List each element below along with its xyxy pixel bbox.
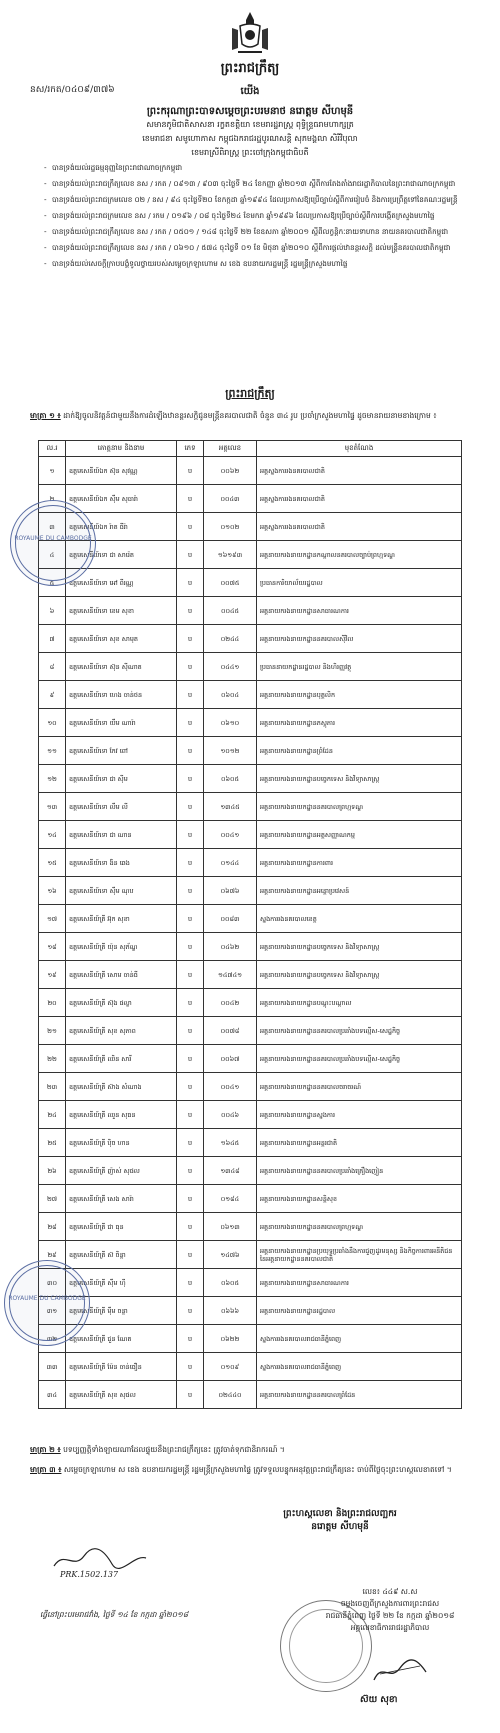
cell-position: ប្រធានការិយាល័យរដ្ឋបាល [257, 569, 462, 597]
cell-name: ឧត្តមសេនីយ៍ត្រី អ៊ុក សុខា [66, 905, 177, 933]
cell-number: ៣៣ [39, 1353, 66, 1381]
cell-sex: ប [177, 961, 204, 989]
cell-id: ០៦៦៦ [204, 1297, 257, 1325]
article-text: បទប្បញ្ញត្តិទាំងឡាយណាដែលផ្ទុយនឹងព្រះរាជក្រឹត្យនេះ ត្រូវចាត់ទុកជានិរាករណ៍ ។ [63, 1445, 285, 1454]
cell-sex: ប [177, 765, 204, 793]
cell-id: ០០៤៣ [204, 485, 257, 513]
cell-name: ឧត្តមសេនីយ៍ត្រី ម៉ឹម ចន្ថា [66, 1297, 177, 1325]
table-row [39, 1185, 462, 1213]
cell-name: ឧត្តមសេនីយ៍ត្រី ម៉ែន ចាន់ធឿន [66, 1353, 177, 1381]
cell-sex: ប [177, 877, 204, 905]
cell-sex: ប [177, 849, 204, 877]
cell-name: ឧត្តមសេនីយ៍ទោ កែវ ពៅ [66, 737, 177, 765]
cell-sex: ប [177, 1129, 204, 1157]
article-1 [30, 410, 480, 422]
cell-id: ០១៤៤ [204, 849, 257, 877]
article-text: ដាក់ឱ្យចូលនិវត្តន៍ជាមួយនឹងការដំឡើងឋានន្តរសក្តិជូនមន្ត្រីនគរបាលជាតិ ចំនួន ៣៤ រូប ប្រចាំក្រសួងមហាផ្ទៃ ដូចមានរាយនាមខាងក្រោម ៖ [63, 411, 437, 420]
cell-position: អគ្គនាយករងនាយកដ្ឋាននគរបាលព្រំដែន [257, 1381, 462, 1409]
cell-id: ១៣៤៥ [204, 793, 257, 821]
cell-sex: ប [177, 933, 204, 961]
signature-title-line: ព្រះហស្តលេខា និងព្រះរាជលញ្ឆករ [283, 1509, 397, 1519]
cell-id: ០០៦៧ [204, 1045, 257, 1073]
cell-name: ឧត្តមសេនីយ៍ទោ ស៊ឹម ណុប [66, 877, 177, 905]
cell-number: ១០ [39, 709, 66, 737]
cell-number: ១៨ [39, 933, 66, 961]
cell-position: អគ្គនាយករងនាយកដ្ឋានការពារ [257, 849, 462, 877]
cell-sex: ប [177, 569, 204, 597]
cell-position: អគ្គនាយករងនាយកដ្ឋាននគរបាលព្រហ្មទណ្ឌ [257, 1213, 462, 1241]
cell-number: ១២ [39, 765, 66, 793]
cell-id: ០២៤៤ [204, 625, 257, 653]
cell-sex: ប [177, 1185, 204, 1213]
cell-name: ឧត្តមសេនីយ៍ត្រី ឈិន សារី [66, 1045, 177, 1073]
cell-id: ០៤៦២ [204, 933, 257, 961]
cell-id: ០០៤១ [204, 821, 257, 849]
cell-name: ឧត្តមសេនីយ៍ឯក ស៊ុន សុវណ្ណ [66, 457, 177, 485]
cell-sex: ប [177, 681, 204, 709]
official-seal [4, 1260, 90, 1346]
cell-id: ០០៧៥ [204, 569, 257, 597]
cell-name: ឧត្តមសេនីយ៍ទោ ជា សារ៉េត [66, 541, 177, 569]
table-row [39, 625, 462, 653]
cell-name: ឧត្តមសេនីយ៍ទោ ហេង ចាន់ថន [66, 681, 177, 709]
cell-position: អគ្គស្នងការរងនគរបាលជាតិ [257, 485, 462, 513]
cell-position: អគ្គនាយករងនាយកដ្ឋាននគរបាលប្រឆាំងគ្រឿងញៀន [257, 1157, 462, 1185]
cell-sex: ប [177, 485, 204, 513]
decides-heading: ព្រះរាជក្រឹត្យ [225, 387, 275, 400]
cell-number: ៥ [39, 569, 66, 597]
cell-position: អគ្គស្នងការរងនគរបាលជាតិ [257, 457, 462, 485]
cell-sex: ប [177, 653, 204, 681]
cell-name: ឧត្តមសេនីយ៍ត្រី ស៊ឹម ហ៊ី [66, 1269, 177, 1297]
cell-sex: ប [177, 1325, 204, 1353]
table-row [39, 457, 462, 485]
seal-text: ROYAUME DU CAMBODGE [8, 1294, 86, 1302]
cell-position: អគ្គនាយករងនាយកដ្ឋានសាធារណការ [257, 597, 462, 625]
cell-position: ស្នងការរងនគរបាលខេត្ត [257, 905, 462, 933]
table-row [39, 933, 462, 961]
column-header-position: មុខតំណែង [257, 441, 462, 457]
table-row [39, 793, 462, 821]
signature-title [210, 1508, 470, 1534]
cell-name: ឧត្តមសេនីយ៍ត្រី ជួន ណែត [66, 1325, 177, 1353]
cell-number: ១៦ [39, 877, 66, 905]
cell-number: ៣០ [39, 1269, 66, 1297]
cell-id: ០១០២ [204, 513, 257, 541]
cell-id: ០៤៤១ [204, 653, 257, 681]
article-text: សម្តេចក្រឡាហោម ស ខេង ឧបនាយករដ្ឋមន្ត្រី រដ្ឋមន្ត្រីក្រសួងមហាផ្ទៃ ត្រូវទទួលបន្ទុកអនុវត្តព្រះរាជក្រឹត្យនេះ ចាប់ពីថ្ងៃចុះព្រះហស្តលេខាតទៅ ។ [63, 1465, 452, 1474]
table-row [39, 709, 462, 737]
cell-position: អគ្គនាយករងនាយកដ្ឋានកណ្តាលនគរបាលច្បាប់ព្រហ្មទណ្ឌ [257, 541, 462, 569]
table-row [39, 569, 462, 597]
king-name-line: ព្រះករុណាព្រះបាទសម្តេចព្រះបរមនាថ នរោត្តម សីហមុនី [146, 106, 354, 117]
table-row [39, 1017, 462, 1045]
signature-code: PRK.1502.137 [60, 1570, 119, 1579]
cell-sex: ប [177, 1073, 204, 1101]
cell-id: ០៦៧៦ [204, 877, 257, 905]
cell-number: ៣៤ [39, 1381, 66, 1409]
cell-id: ០៦០៥ [204, 765, 257, 793]
cell-name: ឧត្តមសេនីយ៍ត្រី ស៊ ចិន្តា [66, 1241, 177, 1269]
table-row [39, 737, 462, 765]
cell-position: អគ្គនាយករងនាយកដ្ឋាននគរបាលព្រហ្មទណ្ឌ [257, 793, 462, 821]
cell-number: ១៧ [39, 905, 66, 933]
cell-id: ១៦១៩៣ [204, 541, 257, 569]
cell-number: ២៩ [39, 1241, 66, 1269]
cell-position: អគ្គនាយករងនាយកដ្ឋានសន្តិសុខ [257, 1185, 462, 1213]
table-row [39, 989, 462, 1017]
seen-heading: យើង [240, 86, 260, 97]
cell-id: ០០៤៥ [204, 597, 257, 625]
cell-sex: ប [177, 1297, 204, 1325]
cell-name: ឧត្តមសេនីយ៍ឯក ស៊ឹម សុធារ៉ា [66, 485, 177, 513]
cell-position: អគ្គនាយករងនាយកដ្ឋានបុគ្គលិក [257, 681, 462, 709]
table-row [39, 1297, 462, 1325]
preamble-item: - បានទ្រង់យល់ព្រះរាជក្រឹត្យលេខ នស / រកត / ០៩១៣ / ៩០៣ ចុះថ្ងៃទី ២៤ ខែកញ្ញា ឆ្នាំ២០១៣ ស្តីពីការតែងតាំងរាជរដ្ឋាភិបាលនៃព្រះរាជាណាចក្រកម្ពុជា [44, 178, 464, 189]
cell-position: អគ្គនាយករងនាយកដ្ឋាននគរបាលចរាចរណ៍ [257, 1073, 462, 1101]
cell-position: អគ្គនាយករងនាយកដ្ឋានបច្ចេកទេស និងវិទ្យាសាស្ត្រ [257, 933, 462, 961]
cell-number: ២២ [39, 1045, 66, 1073]
cell-position: អគ្គនាយករងនាយកដ្ឋាននគរបាលប្រឆាំងបទល្មើស-សេដ្ឋកិច្ច [257, 1045, 462, 1073]
cell-position: អគ្គនាយករងនាយកដ្ឋានសាធារណការ [257, 1269, 462, 1297]
cell-name: ឧត្តមសេនីយ៍ទោ សុខ សាមុត [66, 625, 177, 653]
cell-name: ឧត្តមសេនីយ៍ត្រី ស៊ុង ផល្លា [66, 989, 177, 1017]
secretary-name: ស៊យ សុខា [360, 1695, 398, 1705]
cell-sex: ប [177, 1045, 204, 1073]
preamble-item: - បានទ្រង់យល់ព្រះរាជក្រឹត្យលេខ នស / រកត / ០៦១០ / ៥៧៤ ចុះថ្ងៃទី ០១ ខែ មិថុនា ឆ្នាំ២០១០ ស្តីពីការផ្តល់ឋានន្តរសក្តិ ដល់មន្ត្រីនគរបាលជាតិកម្ពុជា [44, 242, 464, 253]
king-signature-name: នរោត្តម សីហមុនី [311, 1522, 369, 1532]
cell-number: ៦ [39, 597, 66, 625]
cell-number: ២៣ [39, 1073, 66, 1101]
cell-sex: ប [177, 1241, 204, 1269]
table-row [39, 849, 462, 877]
table-row [39, 765, 462, 793]
cell-id: ០៦០៤ [204, 681, 257, 709]
cell-name: ឧត្តមសេនីយ៍ត្រី ញ៉ាស់ សុផល [66, 1157, 177, 1185]
article-label: មាត្រា ២ ៖ [30, 1445, 61, 1454]
cell-id: ០០៧៨ [204, 1017, 257, 1045]
cell-id: ១៣៤៨ [204, 1157, 257, 1185]
king-titles [40, 118, 460, 160]
cell-id: ០១៨៤ [204, 1185, 257, 1213]
decree-title: ព្រះរាជក្រឹត្យ [220, 61, 280, 76]
cell-id: ១៤៧៤១ [204, 961, 257, 989]
cell-id: ០៦១៣ [204, 1213, 257, 1241]
preamble-item: - បានទ្រង់យល់ព្រះរាជក្រមលេខ នស / រកម / ០១៩៦ / ០៨ ចុះថ្ងៃទី២៤ ខែមករា ឆ្នាំ១៩៩៦ ដែលប្រកាសឱ្យប្រើច្បាប់ស្តីពីការបង្កើតក្រសួងមហាផ្ទៃ [44, 210, 464, 221]
column-header-sex: ភេទ [177, 441, 204, 457]
officer-table [38, 440, 462, 1409]
table-row [39, 681, 462, 709]
cell-name: ឧត្តមសេនីយ៍ត្រី ប៉ិច ហាន [66, 1129, 177, 1157]
copy-ref-line: ចម្លងចេញពីក្រសួងការពារព្រះរាជស [340, 1599, 440, 1608]
official-seal [10, 500, 96, 586]
cell-position: ប្រធាននាយកដ្ឋានរដ្ឋបាល និងហិរញ្ញវត្ថុ [257, 653, 462, 681]
cell-position: អគ្គនាយករងនាយកដ្ឋាននគរបាលស៊ីវិល [257, 625, 462, 653]
preamble-item: - បានទ្រង់យល់ព្រះរាជក្រមលេខ ០២ / នស / ៩៤ ចុះថ្ងៃទី២០ ខែកក្កដា ឆ្នាំ១៩៩៤ ដែលប្រកាសឱ្យប្រើច្បាប់ស្តីពីការរៀបចំ និងការប្រព្រឹត្តទៅនៃគណៈរដ្ឋមន្ត្រី [44, 194, 464, 205]
cell-position: អគ្គស្នងការរងនគរបាលជាតិ [257, 513, 462, 541]
table-row [39, 821, 462, 849]
cell-number: ៤ [39, 541, 66, 569]
cell-sex: ប [177, 1381, 204, 1409]
cell-sex: ប [177, 989, 204, 1017]
article-2 [30, 1444, 480, 1456]
cell-sex: ប [177, 905, 204, 933]
cell-sex: ប [177, 737, 204, 765]
cell-sex: ប [177, 1353, 204, 1381]
cell-id: ០០៦២ [204, 457, 257, 485]
cell-sex: ប [177, 1101, 204, 1129]
table-row [39, 1213, 462, 1241]
cell-name: ឧត្តមសេនីយ៍ទោ ជា ស៊ីម [66, 765, 177, 793]
cell-name: ឧត្តមសេនីយ៍ត្រី សុខ សុផល [66, 1381, 177, 1409]
cell-position: ស្នងការរងនគរបាលរាជធានីភ្នំពេញ [257, 1353, 462, 1381]
cell-sex: ប [177, 1213, 204, 1241]
cell-position: អគ្គនាយករងនាយកដ្ឋានព្រំដែន [257, 737, 462, 765]
cell-position: អគ្គនាយករងនាយកដ្ឋានរដ្ឋបាល [257, 1297, 462, 1325]
cell-number: ២០ [39, 989, 66, 1017]
cell-position: អគ្គនាយករងនាយកដ្ឋានភស្តុភារ [257, 709, 462, 737]
cell-number: ១ [39, 457, 66, 485]
cell-id: ០១០៩ [204, 1353, 257, 1381]
table-header-row [39, 441, 462, 457]
cell-number: ២៨ [39, 1213, 66, 1241]
cell-name: ឧត្តមសេនីយ៍ត្រី សោម ចាន់ធី [66, 961, 177, 989]
cell-position: អគ្គនាយករងនាយកដ្ឋានអន្តោប្រវេសន៍ [257, 877, 462, 905]
cell-number: ២៦ [39, 1157, 66, 1185]
cell-position: ស្នងការរងនគរបាលរាជធានីភ្នំពេញ [257, 1325, 462, 1353]
king-title-line: សមានភូមិជាតិសាសនា រក្ខតខត្តិយា ខេមរារដ្ឋរាស្ត្រ ពុទ្ធិន្ទ្រធរាមហាក្សត្រ [146, 120, 354, 129]
table-row [39, 877, 462, 905]
table-row [39, 1381, 462, 1409]
seal-text: ROYAUME DU CAMBODGE [14, 534, 92, 542]
table-row [39, 485, 462, 513]
cell-name: ឧត្តមសេនីយ៍ទោ ងិន ឆេង [66, 849, 177, 877]
signing-date: ធ្វើនៅព្រះបរមរាជវាំង, ថ្ងៃទី ១៤ ខែ កក្កដា ឆ្នាំ២០១៨ [40, 1610, 189, 1619]
cell-id: ១០១២ [204, 737, 257, 765]
cell-name: ឧត្តមសេនីយ៍ត្រី សេង សារ៉ា [66, 1185, 177, 1213]
cell-name: ឧត្តមសេនីយ៍ទោ លឹម លី [66, 793, 177, 821]
cell-sex: ប [177, 1157, 204, 1185]
cell-id: ០០៤១ [204, 1073, 257, 1101]
table-row [39, 513, 462, 541]
article-3 [30, 1464, 480, 1476]
column-header-id: អត្តលេខ [204, 441, 257, 457]
copy-ref-number: លេខ៖ ៤៤៩ ស.ស [362, 1587, 418, 1596]
table-row [39, 1045, 462, 1073]
cell-sex: ប [177, 793, 204, 821]
table-row [39, 961, 462, 989]
preamble-item: - បានទ្រង់យល់រដ្ឋធម្មនុញ្ញនៃព្រះរាជាណាចក្រកម្ពុជា [44, 162, 464, 173]
cell-sex: ប [177, 625, 204, 653]
table-row [39, 1241, 462, 1269]
copy-ref-line: អគ្គលេខាធិការរាជរដ្ឋាភិបាល [350, 1623, 430, 1632]
preamble-list [44, 162, 464, 274]
cell-sex: ប [177, 541, 204, 569]
cell-number: ២៥ [39, 1129, 66, 1157]
cell-id: ០០៨៣ [204, 905, 257, 933]
cell-number: ៩ [39, 681, 66, 709]
preamble-item: - បានទ្រង់យល់ព្រះរាជក្រឹត្យលេខ នស / រកត / ០៥០១ / ១៤៨ ចុះថ្ងៃទី ២២ ខែឧសភា ឆ្នាំ២០០១ ស្តីពីលក្ខន្តិកៈនាយទាហាន នាយនគរបាលជាតិកម្ពុជា [44, 226, 464, 237]
table-row [39, 1269, 462, 1297]
cell-name: ឧត្តមសេនីយ៍ទោ ជា ណាន [66, 821, 177, 849]
cell-id: ០៦០៥ [204, 1269, 257, 1297]
cell-number: ២ [39, 485, 66, 513]
cell-sex: ប [177, 709, 204, 737]
table-row [39, 1101, 462, 1129]
cell-number: ៣២ [39, 1325, 66, 1353]
cell-sex: ប [177, 597, 204, 625]
secretary-signature-icon [370, 1656, 430, 1686]
cell-id: ០២៤៤០ [204, 1381, 257, 1409]
table-row [39, 1073, 462, 1101]
cell-id: ០០៤២ [204, 989, 257, 1017]
preamble-item: - បានទ្រង់យល់សេចក្តីក្រាបបង្គំទូលថ្វាយរបស់សម្តេចក្រឡាហោម ស ខេង ឧបនាយករដ្ឋមន្ត្រី រដ្ឋមន្ត្រីក្រសួងមហាផ្ទៃ [44, 258, 464, 269]
cell-position: អគ្គនាយករងនាយកដ្ឋានបច្ចេកទេស និងវិទ្យាសាស្ត្រ [257, 961, 462, 989]
column-header-name: គោត្តនាម និងនាម [66, 441, 177, 457]
cell-name: ឧត្តមសេនីយ៍ត្រី ឈួន សុធន [66, 1101, 177, 1129]
cell-name: ឧត្តមសេនីយ៍ត្រី ស៊ាង សំណាង [66, 1073, 177, 1101]
royal-crest-icon [224, 10, 276, 56]
table-row [39, 541, 462, 569]
copy-reference-block [300, 1586, 480, 1634]
cell-id: ០៦២២ [204, 1325, 257, 1353]
king-title-line: ខេមរាស្រីពិរាស្ត្រ ព្រះចៅក្រុងកម្ពុជាធិបតី [191, 148, 309, 157]
cell-name: ឧត្តមសេនីយ៍ទោ អៅ ពីរណ្ណ [66, 569, 177, 597]
cell-name: ឧត្តមសេនីយ៍ត្រី យ៉ុន សុភ័ណ្ឌ [66, 933, 177, 961]
cell-id: ១៤៧៦ [204, 1241, 257, 1269]
king-title-line: ខេមរាជនា សមូហោភាស កម្ពុជឯករាជរដ្ឋបូរណសន្តិ សុភមង្គលា សិរីវិបុលា [142, 134, 358, 143]
cell-name: ឧត្តមសេនីយ៍ទោ ស៊ុន ស៊ីណាត [66, 653, 177, 681]
cell-number: ២៤ [39, 1101, 66, 1129]
cell-number: ១៣ [39, 793, 66, 821]
officer-rows [39, 457, 462, 1409]
cell-sex: ប [177, 821, 204, 849]
table-row [39, 653, 462, 681]
cell-name: ឧត្តមសេនីយ៍ឯក រ៉ាត ធីរ៉ា [66, 513, 177, 541]
article-label: មាត្រា ១ ៖ [30, 411, 61, 420]
cell-position: អគ្គនាយករងនាយកដ្ឋាននគរបាលប្រឆាំងបទល្មើស-សេដ្ឋកិច្ច [257, 1017, 462, 1045]
cell-name: ឧត្តមសេនីយ៍ត្រី សុខ សុភាព [66, 1017, 177, 1045]
table-row [39, 1129, 462, 1157]
cell-number: ៣១ [39, 1297, 66, 1325]
article-label: មាត្រា ៣ ៖ [30, 1465, 62, 1474]
cell-name: ឧត្តមសេនីយ៍ទោ ខេម សុខា [66, 597, 177, 625]
cell-sex: ប [177, 513, 204, 541]
table-row [39, 1157, 462, 1185]
cell-position: អគ្គនាយករងនាយកដ្ឋានស្នងការ [257, 1101, 462, 1129]
cell-number: ២៧ [39, 1185, 66, 1213]
cell-id: ១៦៤៥ [204, 1129, 257, 1157]
cell-sex: ប [177, 1017, 204, 1045]
cell-id: ០០៤៦ [204, 1101, 257, 1129]
copy-ref-line: រាជធានីភ្នំពេញ ថ្ងៃទី ២២ ខែ កក្កដា ឆ្នាំ២០១៨ [325, 1611, 455, 1620]
table-row [39, 597, 462, 625]
cell-sex: ប [177, 1269, 204, 1297]
cell-id: ០៦១០ [204, 709, 257, 737]
table-row [39, 1325, 462, 1353]
table-row [39, 905, 462, 933]
cell-name: ឧត្តមសេនីយ៍ត្រី ជា ធុន [66, 1213, 177, 1241]
cell-number: ១៥ [39, 849, 66, 877]
table-row [39, 1353, 462, 1381]
cell-number: ៣ [39, 513, 66, 541]
column-header-no: ល.រ [39, 441, 66, 457]
cell-number: ១១ [39, 737, 66, 765]
cell-number: ១៩ [39, 961, 66, 989]
cell-sex: ប [177, 457, 204, 485]
cell-position: អគ្គនាយករងនាយកដ្ឋានអត្តសញ្ញាណកម្ម [257, 821, 462, 849]
royal-signature-icon [50, 1546, 150, 1572]
cell-position: អគ្គនាយករងនាយកដ្ឋានប្រយុទ្ធប្រឆាំងនឹងការជួញដូរមនុស្ស និងកិច្ចការពារអនីតិជន នៃអគ្គនាយកដ្ឋាននគរបាលជាតិ [257, 1241, 462, 1269]
decree-reference-number: នស/រកត/០៤០៩/៣៧៦ [30, 85, 115, 95]
cell-name: ឧត្តមសេនីយ៍ទោ យឹម ណារ៉ា [66, 709, 177, 737]
cell-number: ៧ [39, 625, 66, 653]
cell-number: ៨ [39, 653, 66, 681]
cell-position: អគ្គនាយករងនាយកដ្ឋានបច្ចេកទេស និងវិទ្យាសាស្ត្រ [257, 765, 462, 793]
cell-number: ២១ [39, 1017, 66, 1045]
cell-position: អគ្គនាយករងនាយកដ្ឋានបណ្តុះបណ្តាល [257, 989, 462, 1017]
cell-position: អគ្គនាយករងនាយកដ្ឋានអន្តរជាតិ [257, 1129, 462, 1157]
cell-number: ១៤ [39, 821, 66, 849]
